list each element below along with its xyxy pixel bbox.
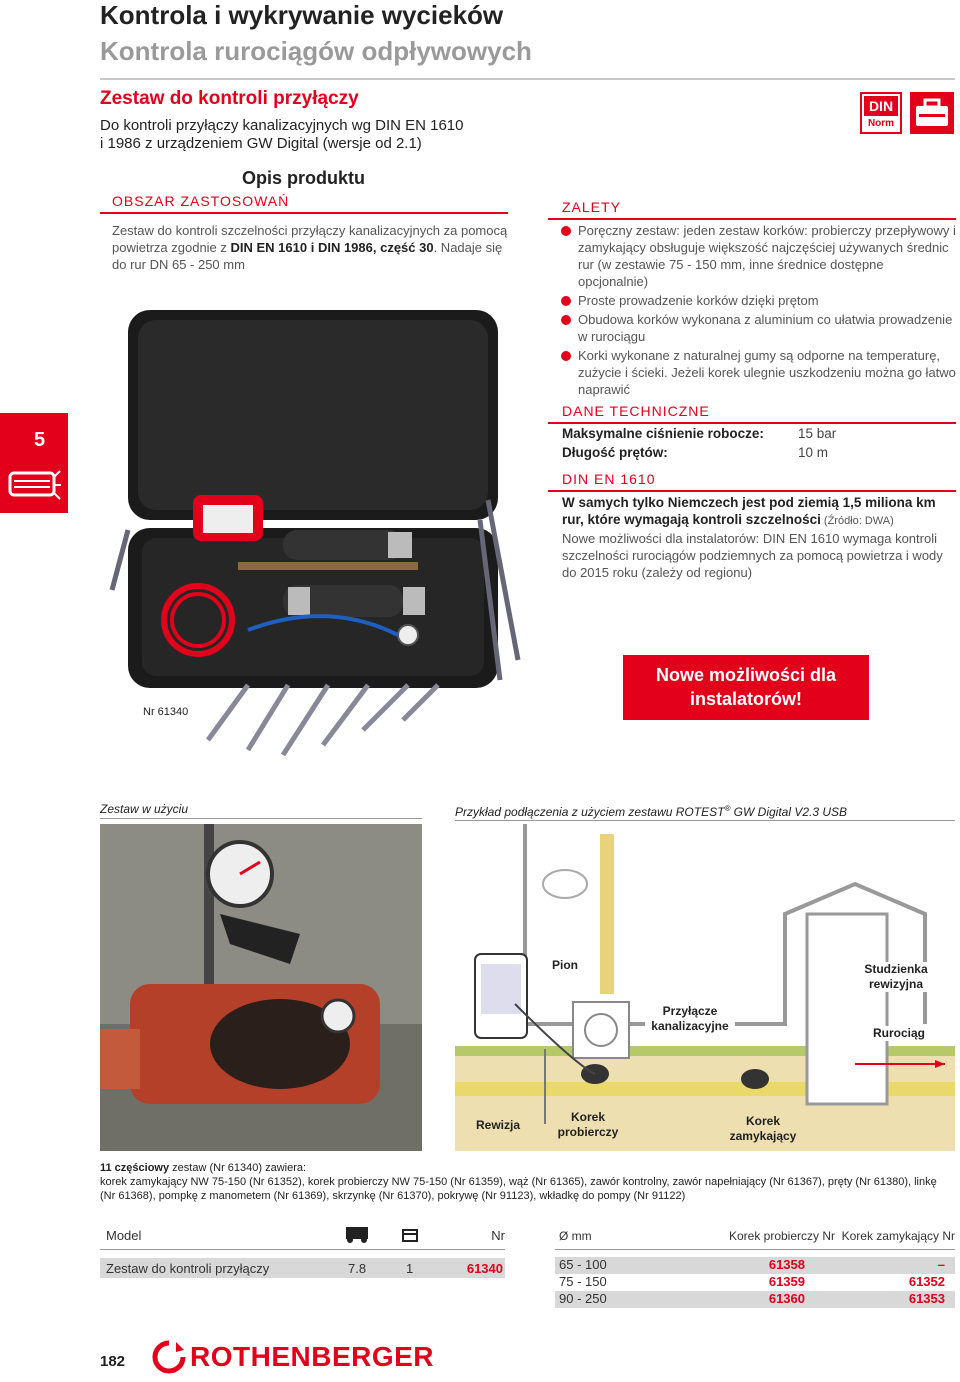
col-model: Model xyxy=(106,1228,142,1243)
norm-badge-text: Norm xyxy=(867,118,895,129)
cell-qty: 1 xyxy=(406,1260,414,1276)
cell-korek-zamykajacy: 61353 xyxy=(908,1291,945,1306)
brand-logo xyxy=(152,1340,434,1374)
package-icon xyxy=(400,1225,470,1246)
cell-weight: 7.8 xyxy=(348,1260,367,1276)
cell-korek-zamykajacy: – xyxy=(937,1257,945,1272)
order-table-header xyxy=(100,1222,505,1250)
plug-table-row xyxy=(555,1257,955,1274)
label-korek-probierczy: Korek probierczy xyxy=(557,1110,619,1139)
cell-nr: 61340 xyxy=(466,1260,503,1276)
product-title: Zestaw do kontroli przyłączy xyxy=(100,88,359,109)
din-underline xyxy=(548,490,956,492)
plug-table-header xyxy=(555,1222,955,1250)
caption-right-rule xyxy=(455,820,955,821)
label-rewizja: Rewizja xyxy=(475,1118,520,1132)
product-nr-label: Nr 61340 xyxy=(143,706,189,718)
brand-name: ROTHENBERGER xyxy=(190,1341,435,1372)
dane-header-label: DANE TECHNICZNE xyxy=(562,403,710,419)
spec-value: 10 m xyxy=(798,445,829,460)
toolbox-icon xyxy=(910,92,954,134)
brand-mark-icon xyxy=(152,1340,186,1374)
page-number: 182 xyxy=(100,1353,126,1370)
label-pion: Pion xyxy=(545,958,585,973)
din-norm-badge xyxy=(860,92,902,134)
din-bold-text: W samych tylko Niemczech jest pod ziemią 1,5 miliona km rur, które wymagają kontroli szczelności xyxy=(562,495,936,527)
advantages-list xyxy=(561,222,956,400)
cell-korek-probierczy: 61358 xyxy=(768,1257,805,1272)
section-title-opis: Opis produktu xyxy=(242,168,365,188)
din-header-label: DIN EN 1610 xyxy=(562,471,656,487)
promo-line1: Nowe możliwości dla xyxy=(655,665,837,685)
caption-right-reg: ® xyxy=(724,804,731,813)
obszar-header xyxy=(100,190,508,214)
obszar-text-a: Zestaw do kontroli szczelności przyłączy kanalizacyjnych za pomocą powietrza zgodnie z xyxy=(112,223,508,255)
din-source: (Źródło: DWA) xyxy=(820,515,894,527)
product-description-line1: Do kontroli przyłączy kanalizacyjnych wg DIN EN 1610 xyxy=(100,117,464,134)
spec-value: 15 bar xyxy=(798,426,837,441)
header-divider xyxy=(100,78,955,80)
caption-left-rule xyxy=(100,818,422,819)
label-studzienka: Studzienka rewizyjna xyxy=(860,962,932,992)
set-contents xyxy=(100,1161,940,1203)
page-title: Kontrola i wykrywanie wycieków xyxy=(100,0,504,30)
col-korek-zamykajacy: Korek zamykający Nr xyxy=(841,1228,955,1243)
zalety-header-label: ZALETY xyxy=(562,199,621,215)
din-header xyxy=(548,468,956,492)
promo-line2: instalatorów! xyxy=(689,689,802,709)
cell-model: Zestaw do kontroli przyłączy xyxy=(106,1260,270,1276)
promo-banner xyxy=(623,655,869,720)
col-diameter: Ø mm xyxy=(559,1228,592,1243)
cell-diameter: 75 - 150 xyxy=(559,1274,607,1289)
set-contents-rest: zestaw (Nr 61340) zawiera: xyxy=(169,1162,307,1174)
pipe-leak-icon xyxy=(6,463,62,507)
obszar-header-label: OBSZAR ZASTOSOWAŃ xyxy=(112,193,290,209)
cell-diameter: 90 - 250 xyxy=(559,1291,607,1306)
advantage-item: Proste prowadzenie korków dzięki prętom xyxy=(561,292,956,309)
cell-korek-probierczy: 61359 xyxy=(768,1274,805,1289)
obszar-text-b: DIN EN 1610 i DIN 1986, część 30 xyxy=(230,240,434,255)
label-przylacze: Przyłącze kanalizacyjne xyxy=(645,1004,735,1034)
spec-label: Maksymalne ciśnienie robocze: xyxy=(562,426,764,441)
chapter-tab xyxy=(0,413,68,513)
advantage-item: Obudowa korków wykonana z aluminium co ułatwia prowadzenie w rurociągu xyxy=(561,311,956,345)
chapter-number: 5 xyxy=(34,429,46,451)
col-korek-probierczy: Korek probierczy Nr xyxy=(728,1228,835,1243)
spec-row xyxy=(562,443,957,462)
zalety-underline xyxy=(548,218,956,220)
dane-header xyxy=(548,400,956,424)
caption-right-b: GW Digital V2.3 USB xyxy=(730,805,848,819)
spec-label: Długość prętów: xyxy=(562,445,668,460)
din-text xyxy=(562,494,957,581)
page-subtitle: Kontrola rurociągów odpływowych xyxy=(100,36,532,66)
obszar-underline xyxy=(100,212,508,214)
plug-table-row xyxy=(555,1291,955,1308)
advantage-item: Poręczny zestaw: jeden zestaw korków: probierczy przepływowy i zamykający obsługuje większość najczęściej używanych średnic rur (w zestawie 75 - 150 mm, inne średnice dostępne opcjonalnie) xyxy=(561,222,956,290)
product-description xyxy=(100,117,560,153)
product-description-line2: i 1986 z urządzeniem GW Digital (wersje od 2.1) xyxy=(100,135,422,152)
order-table xyxy=(100,1222,505,1278)
advantage-item: Korki wykonane z naturalnej gumy są odporne na temperaturę, zużycie i ścieki. Jeżeli korek ulegnie uszkodzeniu można go łatwo naprawić xyxy=(561,347,956,398)
cell-korek-zamykajacy: 61352 xyxy=(908,1274,945,1289)
plug-table-row xyxy=(555,1274,955,1291)
din-body: Nowe możliwości dla instalatorów: DIN EN 1610 wymaga kontroli szczelności rurociągów podziemnych za pomocą powietrza i wody do 2015 roku (zależy od regionu) xyxy=(562,531,943,580)
set-contents-details: korek zamykający NW 75-150 (Nr 61352), korek probierczy NW 75-150 (Nr 61359), wąż (Nr 61365), zawór kontrolny, zawór napełniający (Nr 61367), pręty (Nr 61380), linkę (Nr 61368), pompkę z manometem (Nr 61369), skrzynkę (Nr 61370), pokrywę (Nr 91123), wkładkę do pompy (Nr 91122) xyxy=(100,1176,937,1202)
spec-row xyxy=(562,424,957,443)
tech-specs xyxy=(562,424,957,462)
weight-icon xyxy=(340,1225,400,1246)
din-badge-text: DIN xyxy=(864,96,898,116)
set-contents-title xyxy=(100,1161,940,1175)
cell-korek-probierczy: 61360 xyxy=(768,1291,805,1306)
obszar-text-c: . Nadaje się do rur DN 65 - 250 mm xyxy=(112,240,503,272)
label-korek-zamykajacy: Korek zamykający xyxy=(729,1114,797,1143)
caption-right-a: Przykład podłączenia z użyciem zestawu ROTEST xyxy=(455,805,725,819)
plug-table xyxy=(555,1222,955,1308)
caption-right xyxy=(455,804,847,819)
cell-diameter: 65 - 100 xyxy=(559,1257,607,1272)
col-nr: Nr xyxy=(491,1228,505,1243)
set-contents-bold: 11 częściowy xyxy=(100,1162,170,1174)
obszar-text xyxy=(112,222,517,273)
usage-photo xyxy=(100,824,422,1151)
order-table-row xyxy=(100,1258,505,1278)
zalety-header xyxy=(548,196,956,220)
label-rurociag: Rurociąg xyxy=(868,1026,930,1041)
caption-left: Zestaw w użyciu xyxy=(100,802,189,816)
